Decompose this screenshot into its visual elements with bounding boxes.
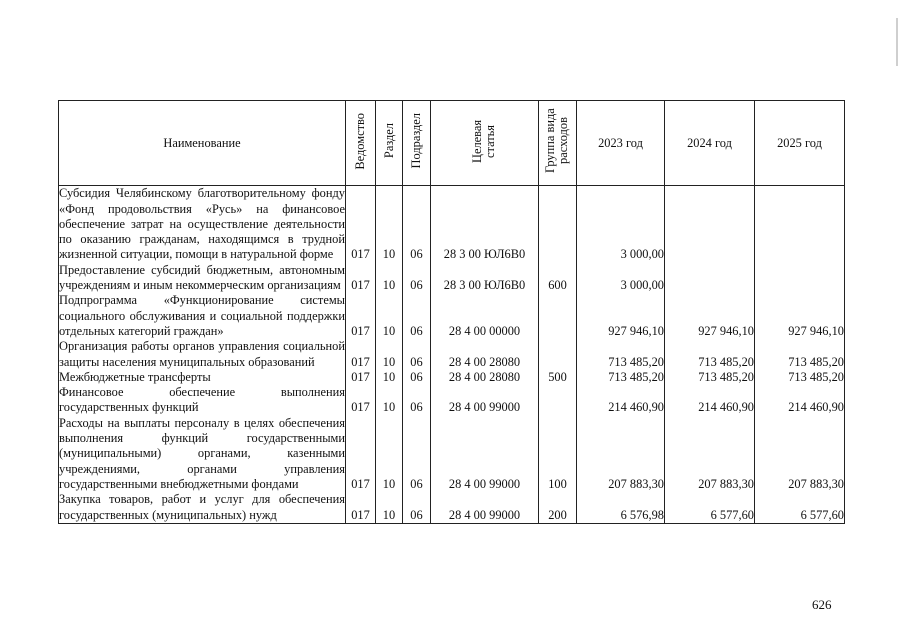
- header-podrazdel: Подраздел: [403, 101, 431, 186]
- header-vedomstvo: Ведомство: [346, 101, 376, 186]
- row-value-2025: 713 485,20: [755, 339, 845, 370]
- table-row: [59, 186, 845, 263]
- row-razdel: 10: [376, 416, 403, 492]
- header-2023: 2023 год: [577, 101, 665, 186]
- table-row: [59, 492, 845, 523]
- row-target-article: 28 3 00 ЮЛ6В0: [431, 263, 539, 294]
- row-vedomstvo: 017: [346, 370, 376, 385]
- row-expense-group: 500: [539, 370, 577, 385]
- row-value-2024: 713 485,20: [665, 370, 755, 385]
- row-podrazdel: 06: [403, 339, 431, 370]
- row-razdel: 10: [376, 339, 403, 370]
- table-row: [59, 370, 845, 385]
- row-value-2025: 713 485,20: [755, 370, 845, 385]
- row-vedomstvo: 017: [346, 339, 376, 370]
- row-name: Предоставление субсидий бюджетным, автономным учреждениям и иным некоммерческим организациям: [59, 262, 345, 293]
- row-name: Закупка товаров, работ и услуг для обеспечения государственных (муниципальных) нужд: [59, 492, 345, 522]
- table-body: [59, 186, 845, 524]
- row-value-2024: 207 883,30: [665, 416, 755, 492]
- table-header: [59, 101, 845, 186]
- row-target-article: 28 4 00 28080: [431, 339, 539, 370]
- row-value-2024: [665, 263, 755, 294]
- header-2024: 2024 год: [665, 101, 755, 186]
- row-target-article: 28 4 00 99000: [431, 385, 539, 416]
- row-vedomstvo: 017: [346, 492, 376, 523]
- row-value-2024: 927 946,10: [665, 293, 755, 339]
- row-expense-group: [539, 293, 577, 339]
- table-row: [59, 385, 845, 416]
- page-number: 626: [812, 597, 832, 612]
- row-podrazdel: 06: [403, 492, 431, 523]
- row-razdel: 10: [376, 293, 403, 339]
- table-row: [59, 293, 845, 339]
- row-podrazdel: 06: [403, 385, 431, 416]
- row-razdel: 10: [376, 186, 403, 263]
- table-row: [59, 263, 845, 294]
- row-target-article: 28 4 00 00000: [431, 293, 539, 339]
- row-podrazdel: 06: [403, 370, 431, 385]
- row-value-2023: 6 576,98: [577, 492, 665, 523]
- row-value-2025: 214 460,90: [755, 385, 845, 416]
- row-value-2023: 3 000,00: [577, 186, 665, 263]
- header-expense-group: Группа вида расходов: [539, 101, 577, 186]
- row-value-2024: 713 485,20: [665, 339, 755, 370]
- table-row: [59, 416, 845, 492]
- row-vedomstvo: 017: [346, 416, 376, 492]
- row-razdel: 10: [376, 492, 403, 523]
- row-target-article: 28 4 00 99000: [431, 492, 539, 523]
- row-vedomstvo: 017: [346, 186, 376, 263]
- row-value-2023: 927 946,10: [577, 293, 665, 339]
- row-vedomstvo: 017: [346, 385, 376, 416]
- row-podrazdel: 06: [403, 293, 431, 339]
- table-row: [59, 339, 845, 370]
- row-razdel: 10: [376, 263, 403, 294]
- row-value-2023: 214 460,90: [577, 385, 665, 416]
- header-name: Наименование: [59, 101, 346, 186]
- row-name: Подпрограмма «Функционирование системы социального обслуживания и социальной поддержки отдельных категорий граждан»: [59, 293, 345, 338]
- row-expense-group: [539, 385, 577, 416]
- row-razdel: 10: [376, 385, 403, 416]
- row-value-2024: 6 577,60: [665, 492, 755, 523]
- row-expense-group: [539, 339, 577, 370]
- row-target-article: 28 4 00 99000: [431, 416, 539, 492]
- header-target-article: Целевая статья: [431, 101, 539, 186]
- row-name: Организация работы органов управления социальной защиты населения муниципальных образований: [59, 339, 345, 369]
- row-vedomstvo: 017: [346, 293, 376, 339]
- row-name: Субсидия Челябинскому благотворительному фонду «Фонд продовольствия «Русь» на финансовое обеспечение затрат на осуществление деятельности по оказанию гражданам, находящимся в трудной жизненной ситуации, помощи в натуральной форме: [59, 186, 345, 262]
- header-2025: 2025 год: [755, 101, 845, 186]
- scan-edge-mark: [896, 18, 898, 66]
- row-value-2023: 713 485,20: [577, 370, 665, 385]
- row-expense-group: 600: [539, 263, 577, 294]
- row-expense-group: 200: [539, 492, 577, 523]
- row-expense-group: 100: [539, 416, 577, 492]
- row-value-2025: 927 946,10: [755, 293, 845, 339]
- row-value-2023: 3 000,00: [577, 263, 665, 294]
- header-razdel: Раздел: [376, 101, 403, 186]
- row-name: Расходы на выплаты персоналу в целях обеспечения выполнения функций государственными (муниципальными) органами, казенными учреждениями, органами управления государственными внебюджетными фондами: [59, 415, 345, 491]
- row-name: Финансовое обеспечение выполнения государственных функций: [59, 385, 345, 415]
- row-value-2025: [755, 263, 845, 294]
- budget-table: [58, 100, 845, 524]
- row-value-2024: 214 460,90: [665, 385, 755, 416]
- row-target-article: 28 4 00 28080: [431, 370, 539, 385]
- row-value-2023: 713 485,20: [577, 339, 665, 370]
- row-podrazdel: 06: [403, 186, 431, 263]
- row-target-article: 28 3 00 ЮЛ6В0: [431, 186, 539, 263]
- row-value-2025: 6 577,60: [755, 492, 845, 523]
- row-vedomstvo: 017: [346, 263, 376, 294]
- row-value-2023: 207 883,30: [577, 416, 665, 492]
- row-value-2025: 207 883,30: [755, 416, 845, 492]
- row-podrazdel: 06: [403, 416, 431, 492]
- row-expense-group: [539, 186, 577, 263]
- row-value-2024: [665, 186, 755, 263]
- row-podrazdel: 06: [403, 263, 431, 294]
- row-name: Межбюджетные трансферты: [59, 370, 346, 385]
- row-value-2025: [755, 186, 845, 263]
- row-razdel: 10: [376, 370, 403, 385]
